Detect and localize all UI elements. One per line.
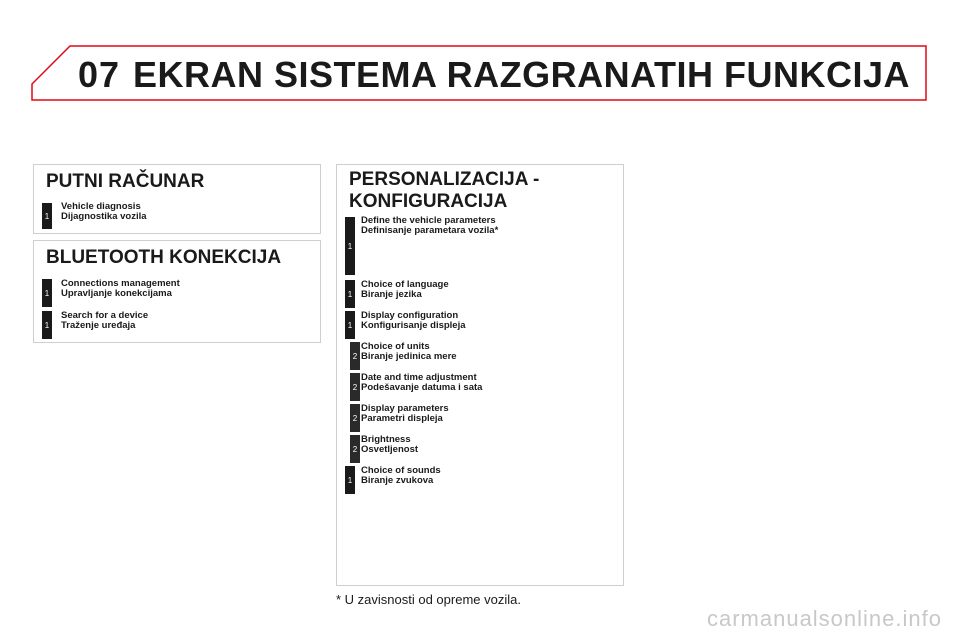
entry-label: Choice of language Biranje jezika xyxy=(361,279,449,300)
entry-label: Display parameters Parametri displeja xyxy=(361,403,449,424)
level-marker: 1 xyxy=(42,203,52,229)
level-marker: 2 xyxy=(350,342,360,370)
entry-label: Brightness Osvetljenost xyxy=(361,434,419,455)
chapter-number: 07 xyxy=(78,54,121,95)
entry-label: Date and time adjustment Podešavanje datuma i sata xyxy=(361,372,483,393)
level-marker: 1 xyxy=(42,311,52,339)
panel-bluetooth xyxy=(33,240,321,343)
entry-label: Vehicle diagnosis Dijagnostika vozila xyxy=(61,201,147,222)
page-title: EKRAN SISTEMA RAZGRANATIH FUNKCIJA xyxy=(133,54,910,95)
panel-trip-computer xyxy=(33,164,321,234)
level-marker: 1 xyxy=(42,279,52,307)
level-marker: 1 xyxy=(345,311,355,339)
entry-label: Choice of units Biranje jedinica mere xyxy=(361,341,457,362)
level-marker: 2 xyxy=(350,373,360,401)
entry-label: Choice of sounds Biranje zvukova xyxy=(361,465,441,486)
watermark: carmanualsonline.info xyxy=(706,606,942,631)
level-marker: 1 xyxy=(345,280,355,308)
entry-label: Search for a device Traženje uređaja xyxy=(61,310,149,331)
entry-label: Display configuration Konfigurisanje displeja xyxy=(361,310,466,331)
level-marker: 2 xyxy=(350,404,360,432)
entry-label: Define the vehicle parameters Definisanje parametara vozila* xyxy=(361,215,499,236)
panel-title: PERSONALIZACIJA - KONFIGURACIJA xyxy=(349,169,540,212)
panel-personalisation xyxy=(336,164,624,586)
level-marker: 2 xyxy=(350,435,360,463)
level-marker: 1 xyxy=(345,466,355,494)
panel-title: BLUETOOTH KONEKCIJA xyxy=(46,247,282,268)
panel-title: PUTNI RAČUNAR xyxy=(46,171,205,192)
footnote: * U zavisnosti od opreme vozila. xyxy=(336,592,521,607)
level-marker: 1 xyxy=(345,217,355,275)
entry-label: Connections management Upravljanje konekcijama xyxy=(61,278,180,299)
